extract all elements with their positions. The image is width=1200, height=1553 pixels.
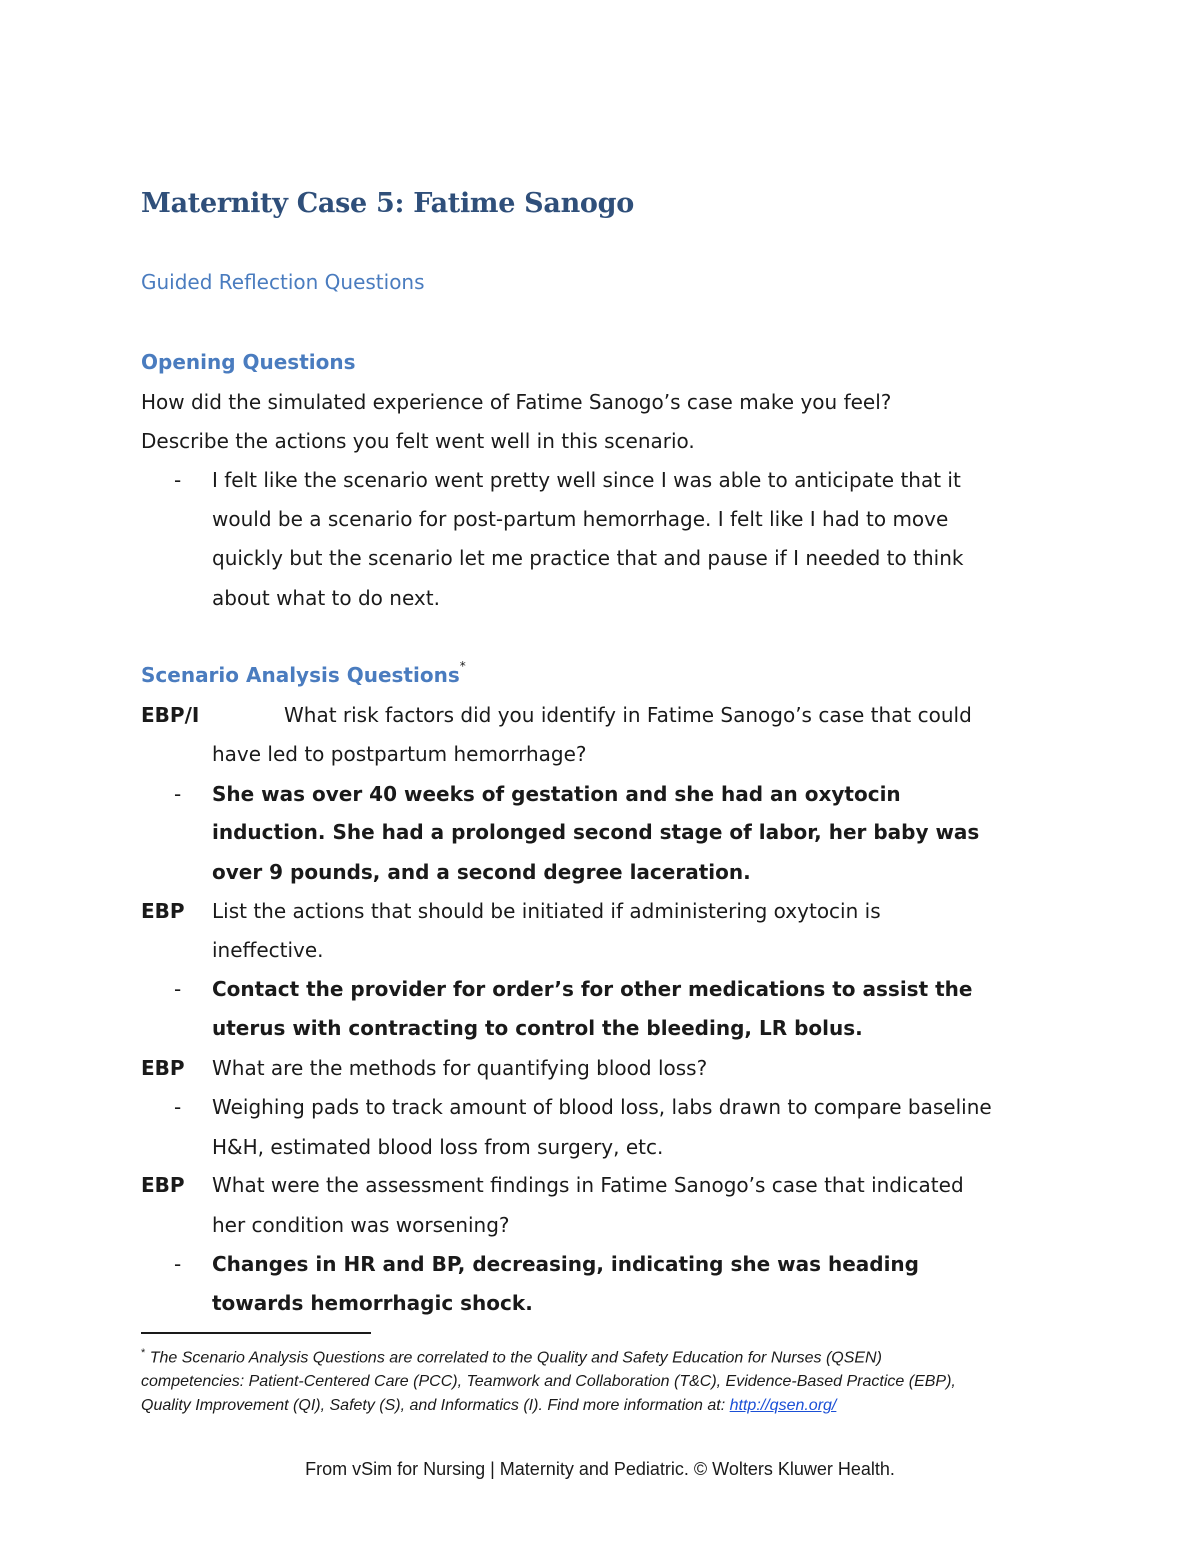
analysis-answer-line: H&H, estimated blood loss from surgery, etc. (212, 1135, 664, 1159)
bullet-dash: - (174, 468, 182, 492)
analysis-question-line: her condition was worsening? (212, 1213, 510, 1237)
page-subtitle: Guided Reflection Questions (141, 270, 425, 294)
analysis-answer-line: over 9 pounds, and a second degree laceration. (212, 860, 751, 884)
analysis-question-line: List the actions that should be initiated if administering oxytocin is (212, 899, 881, 923)
analysis-question-line: have led to postpartum hemorrhage? (212, 742, 587, 766)
opening-question-1: How did the simulated experience of Fatime Sanogo’s case make you feel? (141, 390, 892, 414)
opening-answer-line: quickly but the scenario let me practice that and pause if I needed to think (212, 546, 964, 570)
opening-questions-heading: Opening Questions (141, 350, 356, 374)
footnote-separator (141, 1332, 371, 1334)
footnote (141, 1341, 1061, 1418)
competency-code: EBP/I (141, 703, 200, 727)
page-footer: From vSim for Nursing | Maternity and Pediatric. © Wolters Kluwer Health. (305, 1459, 895, 1479)
footnote-line: Quality Improvement (QI), Safety (S), and Informatics (I). Find more information at: http://qsen.org/ (141, 1397, 837, 1415)
footnote-line: * The Scenario Analysis Questions are correlated to the Quality and Safety Education for Nurses (QSEN) (141, 1347, 882, 1367)
bullet-dash: - (174, 1252, 182, 1276)
footnote-line: competencies: Patient-Centered Care (PCC), Teamwork and Collaboration (T&C), Evidence-Based Practice (EBP), (141, 1373, 956, 1391)
analysis-answer-line: uterus with contracting to control the bleeding, LR bolus. (212, 1016, 863, 1040)
opening-answer-line: would be a scenario for post-partum hemorrhage. I felt like I had to move (212, 507, 949, 531)
competency-code: EBP (141, 899, 185, 923)
analysis-answer-line: She was over 40 weeks of gestation and she had an oxytocin (212, 782, 901, 806)
footnote-marker: * (459, 659, 466, 674)
analysis-question-line: What risk factors did you identify in Fatime Sanogo’s case that could (284, 703, 972, 727)
analysis-answer-line: Contact the provider for order’s for other medications to assist the (212, 977, 973, 1001)
opening-question-2: Describe the actions you felt went well in this scenario. (141, 429, 695, 453)
bullet-dash: - (174, 782, 182, 806)
bullet-dash: - (174, 977, 182, 1001)
analysis-answer-line: induction. She had a prolonged second stage of labor, her baby was (212, 820, 980, 844)
qsen-link[interactable]: http://qsen.org/ (729, 1397, 837, 1415)
competency-code: EBP (141, 1173, 185, 1197)
opening-answer-line: about what to do next. (212, 586, 440, 610)
competency-code: EBP (141, 1056, 185, 1080)
analysis-question-line: What are the methods for quantifying blood loss? (212, 1056, 708, 1080)
page-title: Maternity Case 5: Fatime Sanogo (141, 188, 634, 219)
opening-answer-line: I felt like the scenario went pretty well since I was able to anticipate that it (212, 468, 961, 492)
analysis-question-line: What were the assessment findings in Fatime Sanogo’s case that indicated (212, 1173, 964, 1197)
analysis-answer-line: Changes in HR and BP, decreasing, indicating she was heading (212, 1252, 919, 1276)
scenario-analysis-heading: Scenario Analysis Questions* (141, 659, 466, 687)
bullet-dash: - (174, 1095, 182, 1119)
analysis-answer-line: towards hemorrhagic shock. (212, 1291, 533, 1315)
footnote-marker: * (141, 1347, 146, 1359)
analysis-question-line: ineffective. (212, 938, 324, 962)
analysis-answer-line: Weighing pads to track amount of blood loss, labs drawn to compare baseline (212, 1095, 992, 1119)
